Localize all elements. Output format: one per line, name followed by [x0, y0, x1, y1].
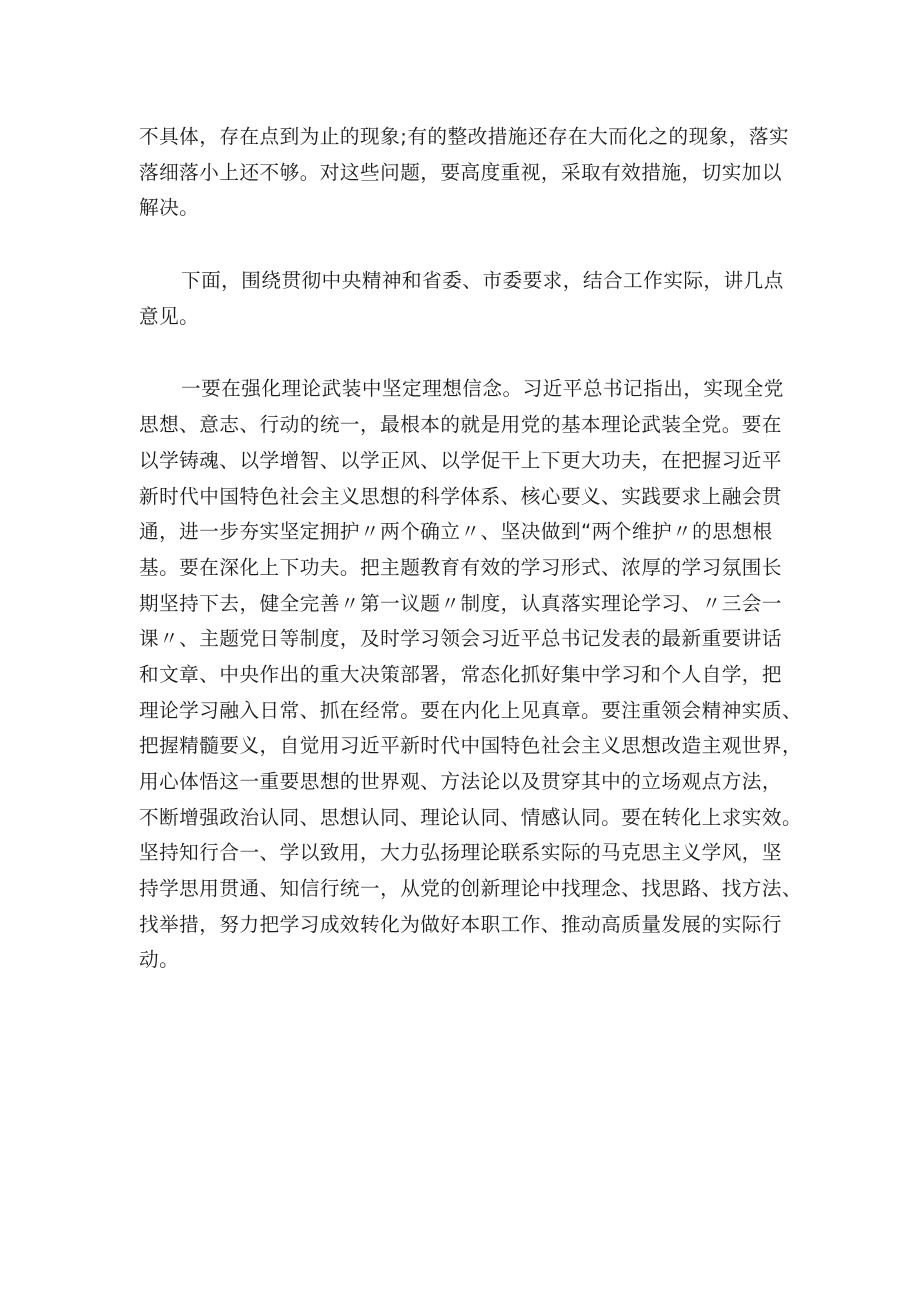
text-line: 动。 [139, 948, 180, 972]
text-line: 不具体，存在点到为止的现象;有的整改措施还存在大而化之的现象，落实 [139, 125, 790, 148]
paragraph-2 [139, 263, 799, 334]
text-line: 以学铸魂、以学增智、以学正风、以学促干上下更大功夫，在把握习近平 [139, 448, 782, 472]
text-line: 期坚持下去，健全完善〃第一议题〃制度，认真落实理论学习、〃三会一 [139, 591, 782, 615]
text-line: 通，进一步夯实坚定拥护〃两个确立〃、坚决做到“两个维护〃的思想根 [139, 520, 773, 544]
text-line: 意见。 [139, 304, 200, 328]
text-line: 把握精髓要义，自觉用习近平新时代中国特色社会主义思想改造主观世界， [139, 734, 803, 758]
text-line: 用心体悟这一重要思想的世界观、方法论以及贯穿其中的立场观点方法， [139, 770, 782, 793]
document-body [139, 119, 803, 978]
text-line: 找举措，努力把学习成效转化为做好本职工作、推动高质量发展的实际行 [139, 912, 782, 936]
text-line: 基。要在深化上下功夫。把主题教育有效的学习形式、浓厚的学习氛围长 [139, 555, 782, 579]
text-line: 落细落小上还不够。对这些问题，要高度重视，采取有效措施，切实加以 [139, 160, 782, 184]
text-line: 解决。 [139, 196, 200, 220]
text-line: 下面，围绕贯彻中央精神和省委、市委要求，结合工作实际，讲几点 [181, 269, 784, 293]
text-line: 思想、意志、行动的统一，最根本的就是用党的基本理论武装全党。要在 [139, 413, 782, 437]
text-line: 一要在强化理论武装中坚定理想信念。习近平总书记指出，实现全党 [181, 377, 784, 401]
paragraph-1 [139, 119, 799, 226]
text-line: 不断增强政治认同、思想认同、理论认同、情感认同。要在转化上求实效。 [139, 805, 803, 829]
text-line: 理论学习融入日常、抓在经常。要在内化上见真章。要注重领会精神实质、 [139, 698, 803, 722]
text-line: 和文章、中央作出的重大决策部署，常态化抓好集中学习和个人自学，把 [139, 662, 782, 686]
text-line: 坚持知行合一、学以致用，大力弘扬理论联系实际的马克思主义学风，坚 [139, 841, 782, 865]
paragraph-3 [139, 371, 803, 978]
text-line: 新时代中国特色社会主义思想的科学体系、核心要义、实践要求上融会贯 [139, 484, 782, 508]
text-line: 课〃、主题党日等制度，及时学习领会习近平总书记发表的最新重要讲话 [139, 627, 782, 651]
text-line: 持学思用贯通、知信行统一，从党的创新理论中找理念、找思路、找方法、 [139, 877, 803, 901]
